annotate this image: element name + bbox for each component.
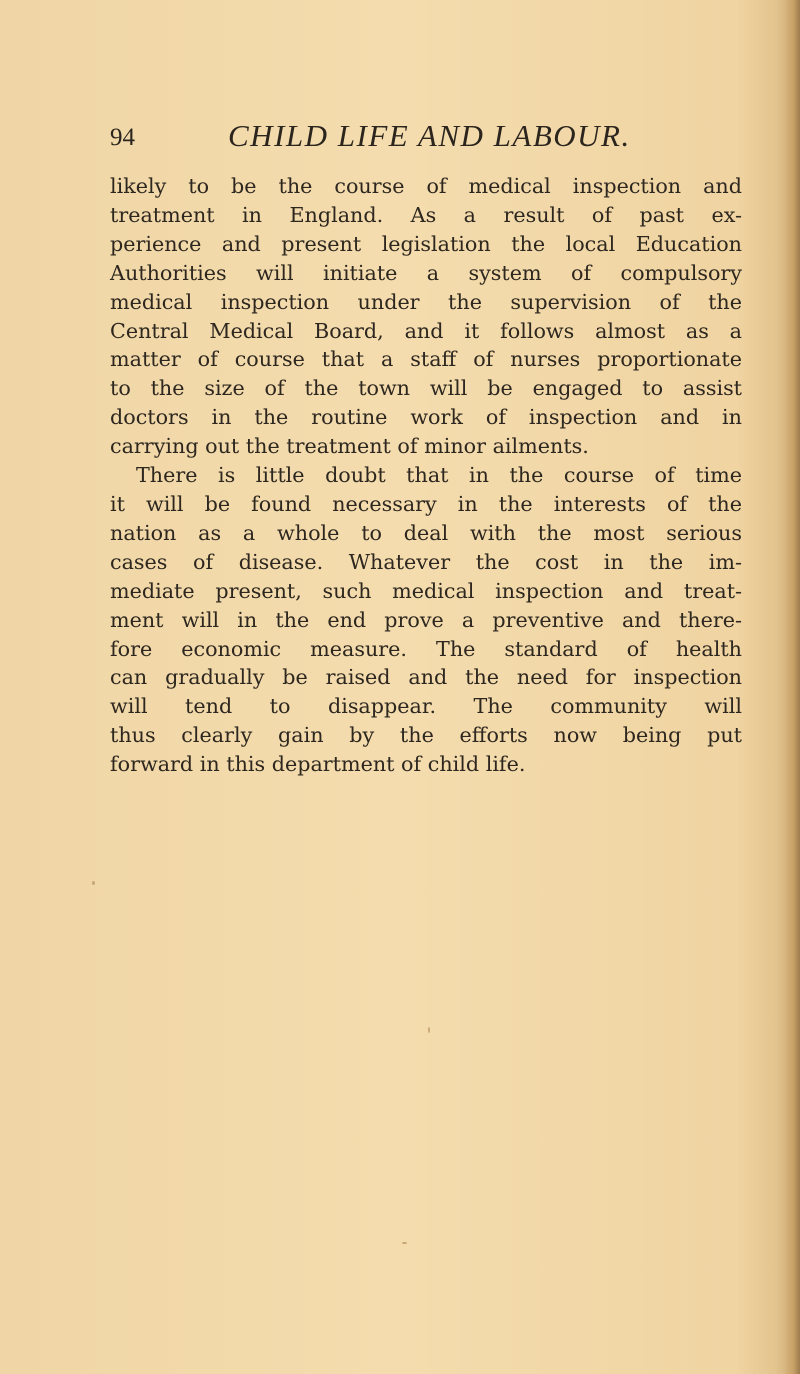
paper-speck xyxy=(402,1242,407,1244)
running-title: CHILD LIFE AND LABOUR. xyxy=(228,118,631,153)
text-line: will tend to disappear. The community will xyxy=(110,694,742,719)
text-line: doctors in the routine work of inspection and in xyxy=(110,405,742,430)
text-line: ment will in the end prove a preventive and there- xyxy=(110,607,742,632)
page-header xyxy=(110,118,750,158)
text-line: mediate present, such medical inspection and treat- xyxy=(110,578,742,603)
page-number: 94 xyxy=(110,124,135,151)
text-line: medical inspection under the supervision of the xyxy=(110,289,742,314)
text-line: fore economic measure. The standard of health xyxy=(110,636,742,661)
text-line: cases of disease. Whatever the cost in the im- xyxy=(110,549,742,574)
text-line: to the size of the town will be engaged to assist xyxy=(110,376,742,401)
text-line: it will be found necessary in the interests of the xyxy=(110,491,742,516)
text-line: Central Medical Board, and it follows almost as a xyxy=(110,318,742,343)
page-edge-shadow xyxy=(784,0,800,1374)
text-line: matter of course that a staff of nurses proportionate xyxy=(110,347,742,372)
text-line: perience and present legislation the local Education xyxy=(110,231,742,256)
text-line: treatment in England. As a result of past ex- xyxy=(110,202,742,227)
text-line: nation as a whole to deal with the most serious xyxy=(110,520,742,545)
text-line: Authorities will initiate a system of compulsory xyxy=(110,260,742,285)
paper-speck xyxy=(428,1027,430,1033)
text-line: likely to be the course of medical inspection and xyxy=(110,174,742,198)
text-line: can gradually be raised and the need for inspection xyxy=(110,665,742,690)
text-line: forward in this department of child life. xyxy=(110,752,526,777)
body-text xyxy=(110,172,742,779)
text-line: There is little doubt that in the course of time xyxy=(136,463,742,488)
text-line: thus clearly gain by the efforts now being put xyxy=(110,723,742,748)
text-line: carrying out the treatment of minor ailments. xyxy=(110,434,589,459)
paper-speck xyxy=(92,881,95,885)
